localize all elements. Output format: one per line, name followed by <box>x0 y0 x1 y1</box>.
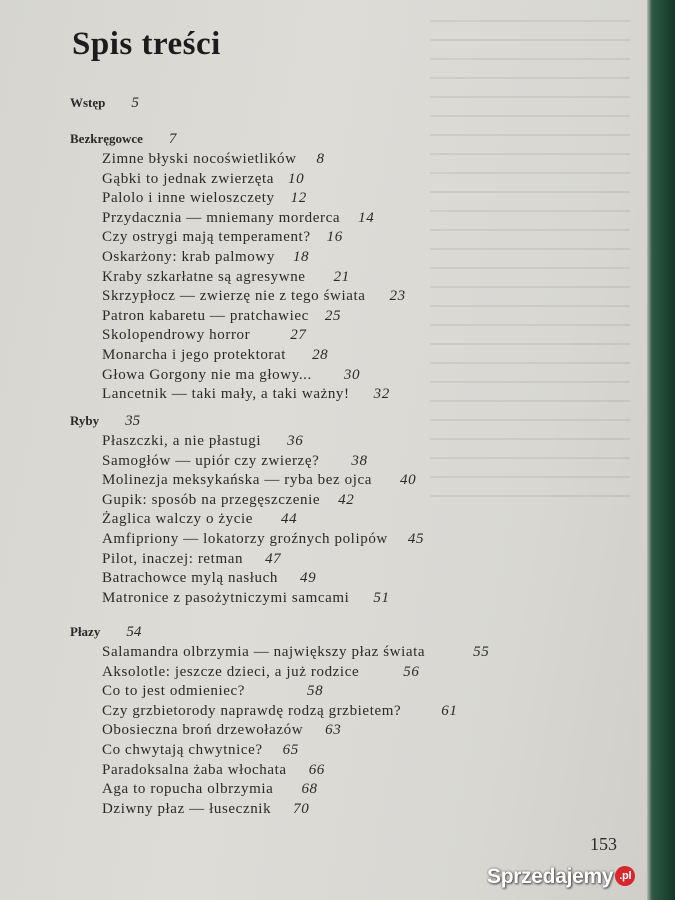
section-bezkregowce <box>70 128 406 405</box>
page-title: Spis treści <box>72 26 221 62</box>
entry-title: Czy grzbietorody naprawdę rodzą grzbietem? <box>102 702 402 719</box>
toc-entry <box>102 268 406 288</box>
entry-title: Lancetnik — taki mały, a taki ważny! <box>102 386 350 403</box>
toc-entry <box>102 326 406 346</box>
entry-title: Dziwny płaz — łusecznik <box>102 800 272 817</box>
toc-entry <box>102 170 406 190</box>
toc-entry <box>102 150 406 170</box>
page-number: 51 <box>373 589 390 606</box>
toc-entry <box>102 741 489 761</box>
entry-title: Czy ostrygi mają temperament? <box>102 229 311 246</box>
toc-entry <box>102 510 424 530</box>
page-number: 44 <box>281 511 298 528</box>
page-number: 8 <box>316 151 325 167</box>
toc-entry <box>102 307 406 327</box>
toc-entry <box>102 721 489 741</box>
page-number: 49 <box>300 570 317 587</box>
entry-title: Amfipriony — lokatorzy groźnych polipów <box>102 530 388 547</box>
entry-title: Żaglica walczy o życie <box>102 511 254 528</box>
toc-entry <box>102 346 406 366</box>
page-number: 28 <box>312 346 329 363</box>
toc-entry <box>102 780 489 800</box>
page-number: 10 <box>288 170 305 187</box>
book-binding <box>647 0 675 900</box>
page-number: 27 <box>290 327 307 344</box>
toc-entry <box>102 209 406 229</box>
entry-title: Salamandra olbrzymia — największy płaz świata <box>102 644 426 660</box>
page-number: 35 <box>125 413 141 429</box>
toc-entry <box>102 569 424 589</box>
toc-entry <box>102 589 424 609</box>
toc-entry <box>102 550 424 570</box>
toc-entry <box>102 248 406 268</box>
entry-title: Monarcha i jego protektorat <box>102 346 287 363</box>
entry-title: Płaszczki, a nie płastugi <box>102 433 262 449</box>
watermark-text: Sprzedajemy <box>487 865 614 888</box>
toc-entry <box>102 228 406 248</box>
section-heading <box>70 410 424 432</box>
page-number: 56 <box>403 663 420 680</box>
entry-title: Aksolotle: jeszcze dzieci, a już rodzice <box>102 663 360 680</box>
toc-entry <box>102 452 424 472</box>
page-number: 30 <box>343 366 361 383</box>
section-heading <box>70 621 489 643</box>
toc-entry <box>102 385 406 405</box>
show-through-text <box>430 20 630 500</box>
section-heading <box>70 128 406 150</box>
page-number: 66 <box>308 761 325 778</box>
entry-title: Pilot, inaczej: retman <box>102 550 244 567</box>
page-number-folio: 153 <box>590 834 617 854</box>
entry-title: Oskarżony: krab palmowy <box>102 248 275 265</box>
entry-title: Paradoksalna żaba włochata <box>102 761 287 778</box>
toc-entry <box>102 432 424 452</box>
page-number: 42 <box>338 491 355 508</box>
page-number: 5 <box>131 95 139 111</box>
page-number: 68 <box>301 781 318 798</box>
section-title: Ryby <box>70 413 100 428</box>
entry-title: Obosieczna broń drzewołazów <box>102 722 304 739</box>
toc-entry <box>102 189 406 209</box>
entry-title: Gąbki to jednak zwierzęta <box>102 170 275 187</box>
page-number: 32 <box>373 386 390 403</box>
page-number: 63 <box>325 722 342 739</box>
toc-entry <box>102 471 424 491</box>
page-number: 12 <box>290 190 307 207</box>
page-number: 7 <box>168 131 177 147</box>
page-number: 45 <box>407 530 425 547</box>
page-number: 23 <box>389 288 406 305</box>
page-number: 58 <box>307 683 324 700</box>
page-number: 65 <box>282 741 299 758</box>
page-number: 38 <box>351 452 368 469</box>
entry-title: Przydacznia — mniemany morderca <box>102 209 341 226</box>
entry-title: Samogłów — upiór czy zwierzę? <box>102 452 320 469</box>
entry-title: Patron kabaretu — pratchawiec <box>102 307 309 324</box>
toc-entry <box>102 800 489 820</box>
toc-entry <box>102 287 406 307</box>
section-title: Bezkręgowce <box>70 131 143 146</box>
page-number: 70 <box>293 800 310 817</box>
page-number: 61 <box>441 702 458 719</box>
page-number: 54 <box>126 624 142 640</box>
page-number: 40 <box>400 472 417 489</box>
page-number: 36 <box>287 433 304 449</box>
entry-title: Głowa Gorgony nie ma głowy... <box>102 366 312 383</box>
toc-entry <box>102 702 489 722</box>
entry-title: Palolo i inne wieloszczety <box>102 190 275 207</box>
entry-title: Batrachowce mylą nasłuch <box>102 570 279 587</box>
section-wstep <box>70 92 139 114</box>
section-title: Płazy <box>70 624 101 639</box>
watermark-logo <box>487 866 635 888</box>
page-number: 14 <box>358 209 375 226</box>
section-heading <box>70 92 139 114</box>
page-number: 47 <box>265 550 282 567</box>
toc-entry <box>102 366 406 386</box>
page-number: 25 <box>324 307 342 324</box>
entry-title: Aga to ropucha olbrzymia <box>102 781 274 798</box>
toc-entry <box>102 761 489 781</box>
toc-entry <box>102 491 424 511</box>
page-number: 55 <box>473 644 490 660</box>
entry-title: Skrzypłocz — zwierzę nie z tego świata <box>102 288 366 305</box>
section-title: Wstęp <box>70 95 106 110</box>
toc-entry <box>102 530 424 550</box>
toc-entry <box>102 663 489 683</box>
toc-entry <box>102 643 489 663</box>
entry-title: Gupik: sposób na przegęszczenie <box>102 491 321 508</box>
entry-title: Kraby szkarłatne są agresywne <box>102 268 306 285</box>
entry-title: Matronice z pasożytniczymi samcami <box>102 589 350 606</box>
page-number: 18 <box>292 248 310 265</box>
page-number: 21 <box>333 268 350 285</box>
entry-title: Co chwytają chwytnice? <box>102 741 263 758</box>
toc-entry <box>102 682 489 702</box>
entry-title: Co to jest odmieniec? <box>102 683 245 700</box>
entry-title: Skolopendrowy horror <box>102 327 251 344</box>
watermark-suffix: .pl <box>615 866 635 886</box>
section-ryby <box>70 410 424 608</box>
page-number: 16 <box>326 229 343 246</box>
section-plazy <box>70 621 489 819</box>
entry-title: Molinezja meksykańska — ryba bez ojca <box>102 472 373 489</box>
entry-title: Zimne błyski nocoświetlików <box>102 151 297 167</box>
